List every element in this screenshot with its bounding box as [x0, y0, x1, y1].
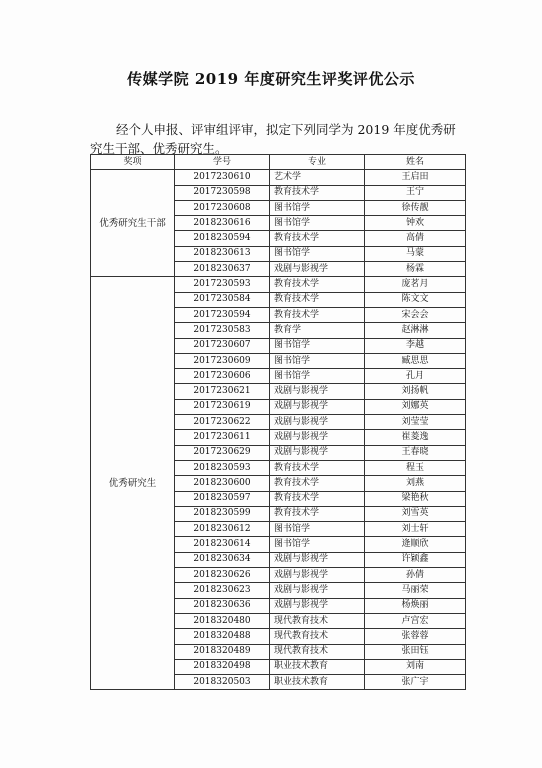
major-cell: 教育技术学 [270, 185, 365, 200]
student-name-cell: 马蒙 [365, 246, 466, 261]
student-name-cell: 逄顺欣 [365, 537, 466, 552]
major-cell: 教育技术学 [270, 491, 365, 506]
student-id-cell: 2017230584 [175, 292, 270, 307]
student-id-cell: 2017230606 [175, 369, 270, 384]
document-title: 传媒学院 2019 年度研究生评奖评优公示 [127, 70, 415, 88]
major-cell: 戏剧与影视学 [270, 262, 365, 277]
student-id-cell: 2018230599 [175, 506, 270, 521]
student-id-cell: 2017230609 [175, 353, 270, 368]
student-id-cell: 2018230637 [175, 262, 270, 277]
student-name-cell: 梁艳秋 [365, 491, 466, 506]
major-cell: 教育技术学 [270, 476, 365, 491]
student-id-cell: 2017230621 [175, 384, 270, 399]
major-cell: 戏剧与影视学 [270, 399, 365, 414]
student-id-cell: 2018230634 [175, 552, 270, 567]
student-id-cell: 2018320498 [175, 659, 270, 674]
student-name-cell: 王春晓 [365, 445, 466, 460]
student-id-cell: 2017230629 [175, 445, 270, 460]
header-award: 奖项 [91, 155, 175, 170]
student-name-cell: 李越 [365, 338, 466, 353]
major-cell: 现代教育技术 [270, 629, 365, 644]
major-cell: 教育技术学 [270, 307, 365, 322]
student-name-cell: 张蓉蓉 [365, 629, 466, 644]
major-cell: 戏剧与影视学 [270, 430, 365, 445]
major-cell: 图书馆学 [270, 338, 365, 353]
major-cell: 戏剧与影视学 [270, 568, 365, 583]
major-cell: 现代教育技术 [270, 644, 365, 659]
table-header-row [91, 155, 466, 170]
award-category-cell: 优秀研究生干部 [91, 170, 175, 277]
major-cell: 戏剧与影视学 [270, 415, 365, 430]
student-id-cell: 2018230626 [175, 568, 270, 583]
student-name-cell: 刘雪英 [365, 506, 466, 521]
student-name-cell: 刘娜英 [365, 399, 466, 414]
major-cell: 教育技术学 [270, 292, 365, 307]
major-cell: 图书馆学 [270, 369, 365, 384]
student-name-cell: 卢宫宏 [365, 613, 466, 628]
student-name-cell: 赵淋淋 [365, 323, 466, 338]
header-student-id: 学号 [175, 155, 270, 170]
student-name-cell: 崔菱逸 [365, 430, 466, 445]
student-id-cell: 2018230612 [175, 522, 270, 537]
student-id-cell: 2018230613 [175, 246, 270, 261]
student-name-cell: 王宁 [365, 185, 466, 200]
major-cell: 图书馆学 [270, 246, 365, 261]
major-cell: 戏剧与影视学 [270, 583, 365, 598]
student-name-cell: 孙倩 [365, 568, 466, 583]
major-cell: 教育技术学 [270, 277, 365, 292]
student-id-cell: 2018230600 [175, 476, 270, 491]
student-id-cell: 2017230607 [175, 338, 270, 353]
student-name-cell: 臧思思 [365, 353, 466, 368]
major-cell: 图书馆学 [270, 537, 365, 552]
student-id-cell: 2018320503 [175, 675, 270, 690]
major-cell: 图书馆学 [270, 200, 365, 215]
student-id-cell: 2017230608 [175, 200, 270, 215]
header-major: 专业 [270, 155, 365, 170]
intro-paragraph: 经个人申报、评审组评审，拟定下列同学为 2019 年度优秀研究生干部、优秀研究生。 [90, 122, 456, 156]
student-id-cell: 2018320489 [175, 644, 270, 659]
student-name-cell: 孔月 [365, 369, 466, 384]
major-cell: 图书馆学 [270, 216, 365, 231]
student-id-cell: 2017230598 [175, 185, 270, 200]
student-name-cell: 高倩 [365, 231, 466, 246]
table-row [91, 277, 466, 292]
student-id-cell: 2018230614 [175, 537, 270, 552]
student-name-cell: 杨焕丽 [365, 598, 466, 613]
student-name-cell: 宋会会 [365, 307, 466, 322]
student-id-cell: 2018230623 [175, 583, 270, 598]
student-id-cell: 2017230583 [175, 323, 270, 338]
student-id-cell: 2017230594 [175, 307, 270, 322]
major-cell: 教育技术学 [270, 460, 365, 475]
student-id-cell: 2017230593 [175, 277, 270, 292]
header-name: 姓名 [365, 155, 466, 170]
student-name-cell: 张广宇 [365, 675, 466, 690]
major-cell: 教育学 [270, 323, 365, 338]
table-body [91, 170, 466, 690]
student-name-cell: 张田钰 [365, 644, 466, 659]
student-id-cell: 2018230616 [175, 216, 270, 231]
student-name-cell: 许颖鑫 [365, 552, 466, 567]
student-name-cell: 马丽荣 [365, 583, 466, 598]
student-name-cell: 陈文文 [365, 292, 466, 307]
major-cell: 戏剧与影视学 [270, 552, 365, 567]
major-cell: 现代教育技术 [270, 613, 365, 628]
student-id-cell: 2018230594 [175, 231, 270, 246]
major-cell: 戏剧与影视学 [270, 598, 365, 613]
student-id-cell: 2017230619 [175, 399, 270, 414]
student-id-cell: 2018320480 [175, 613, 270, 628]
student-id-cell: 2017230610 [175, 170, 270, 185]
major-cell: 戏剧与影视学 [270, 384, 365, 399]
student-name-cell: 徐传靓 [365, 200, 466, 215]
student-name-cell: 程玉 [365, 460, 466, 475]
major-cell: 图书馆学 [270, 522, 365, 537]
student-name-cell: 刘士轩 [365, 522, 466, 537]
award-table [90, 154, 466, 690]
major-cell: 图书馆学 [270, 353, 365, 368]
student-name-cell: 王启田 [365, 170, 466, 185]
student-name-cell: 钟欢 [365, 216, 466, 231]
student-name-cell: 庞茗月 [365, 277, 466, 292]
student-name-cell: 刘南 [365, 659, 466, 674]
student-id-cell: 2017230622 [175, 415, 270, 430]
student-name-cell: 刘扬帆 [365, 384, 466, 399]
student-id-cell: 2017230611 [175, 430, 270, 445]
major-cell: 戏剧与影视学 [270, 445, 365, 460]
table-row [91, 170, 466, 185]
major-cell: 职业技术教育 [270, 675, 365, 690]
student-id-cell: 2018230593 [175, 460, 270, 475]
student-id-cell: 2018320488 [175, 629, 270, 644]
student-id-cell: 2018230597 [175, 491, 270, 506]
major-cell: 职业技术教育 [270, 659, 365, 674]
major-cell: 艺术学 [270, 170, 365, 185]
award-category-cell: 优秀研究生 [91, 277, 175, 690]
major-cell: 教育技术学 [270, 231, 365, 246]
student-name-cell: 杨霖 [365, 262, 466, 277]
student-name-cell: 刘燕 [365, 476, 466, 491]
major-cell: 教育技术学 [270, 506, 365, 521]
student-id-cell: 2018230636 [175, 598, 270, 613]
student-name-cell: 刘莹莹 [365, 415, 466, 430]
